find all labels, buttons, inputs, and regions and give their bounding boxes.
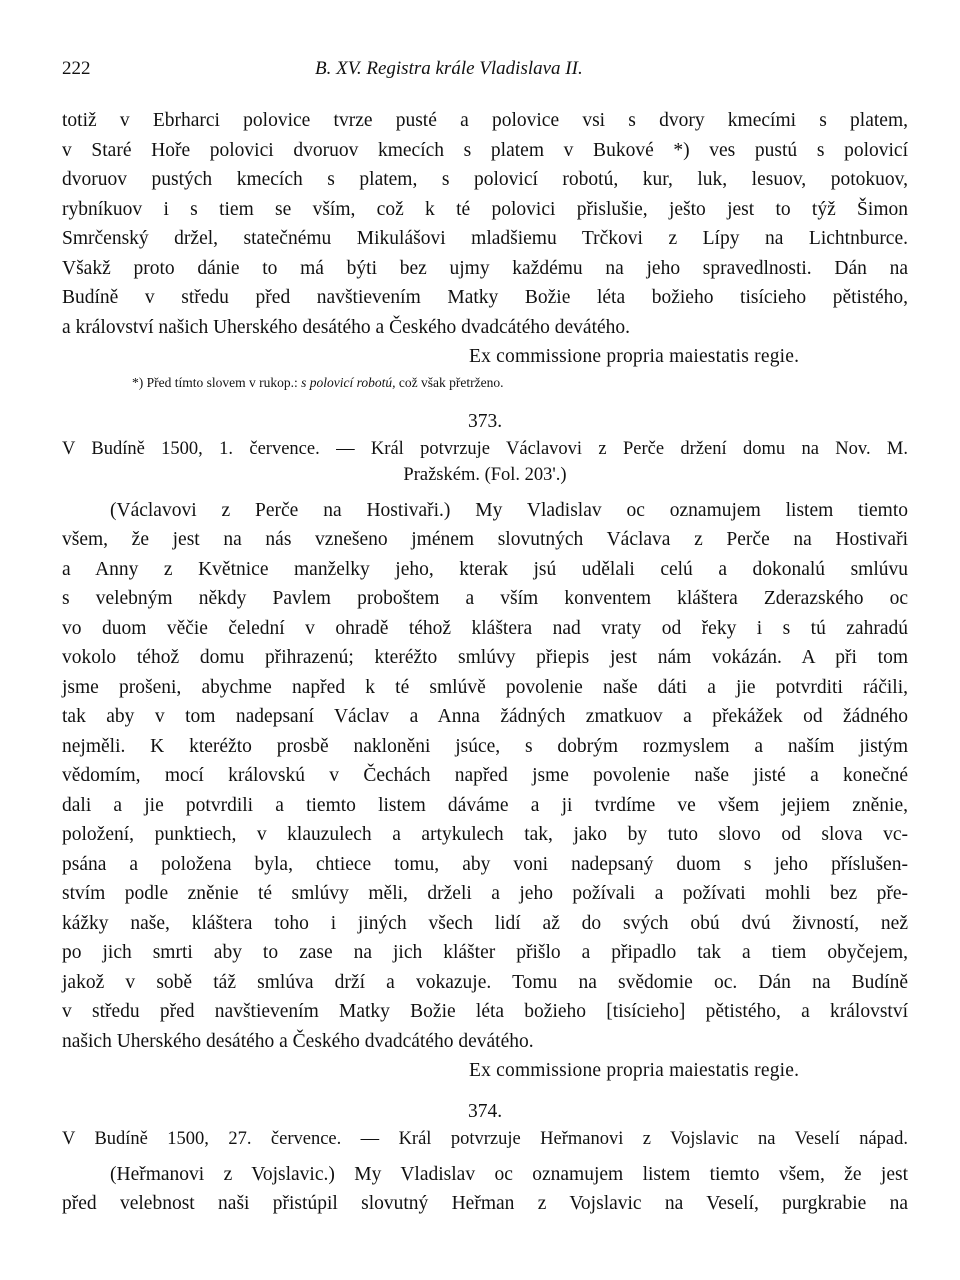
document-number: 374. (467, 1100, 503, 1122)
entry-374 (62, 1098, 908, 1219)
regest-line: Pražském. (Fol. 203'.) (403, 464, 567, 485)
text-line: všem, že jest na nás vznešeno jménem slovutných Václava z Perče na Hostivaři (62, 529, 908, 550)
text-line: (Heřmanovi z Vojslavic.) My Vladislav oc oznamujem listem tiemto všem, že jest (110, 1163, 908, 1185)
text-line: rybníkuov i s tiem se vším, což k té polovici přislušie, ješto jest to týž Šimon (62, 198, 908, 220)
regest-line: V Budíně 1500, 27. července. — Král potvrzuje Heřmanovi z Vojslavic na Veselí nápad. (62, 1128, 908, 1149)
text-line: s velebným někdy Pavlem proboštem a vším konventem kláštera Zderazského oc (62, 588, 908, 609)
text-line: před velebnost naši přistúpil slovutný Heřman z Vojslavic na Veselí, purgkrabie na (62, 1193, 908, 1214)
entry-372-continued (62, 106, 908, 394)
document-text (62, 496, 908, 1086)
text-line: po jich smrti aby to zase na jich klášter přišlo a připadlo tak a tiem obyčejem, (62, 942, 908, 963)
closing-formula: Ex commissione propria maiestatis regie. (469, 346, 800, 367)
text-line: a Anny z Květnice manželky jeho, kterak jsú udělali celú a dokonalú smlúvu (62, 558, 908, 580)
text-line: vokolo téhož domu přihrazenú; kteréžto smlúvy přiepis jest nám vokázán. A při tom (62, 647, 908, 668)
text-line: dali a jie potvrdili a tiemto listem dáváme a ji tvrdíme ve všem jejiem zněnie, (62, 794, 908, 816)
text-line: v Staré Hoře polovici dvoruov kmecích s platem v Bukové *) ves pustú s polovicí (62, 139, 908, 161)
text-line: dvoruov pustých kmecích s platem, s polovicí robotú, kur, luk, lesuov, potokuov, (62, 169, 908, 190)
text-line: našich Uherského desátého a Českého dvadcátého devátého. (62, 1030, 534, 1052)
text-line: vědomím, mocí královskú v Čechách napřed jsme povolenie naše jisté a konečné (62, 765, 908, 786)
regest-line: V Budíně 1500, 1. července. — Král potvrzuje Václavovi z Perče držení domu na Nov. M. (62, 438, 908, 459)
text-line: stvím podle zněnie té smlúvy měli, drželi a jeho požívali a požívati mohli bez pře- (62, 883, 908, 904)
text-line: Všakž proto dánie to má býti bez ujmy každému na jeho spravedlnosti. Dán na (62, 257, 908, 279)
text-line: v středu před navštievením Matky Božie léta božieho [tisícieho] pětistého, a království (62, 1001, 908, 1022)
text-line: kážky naše, kláštera toho i jiných všech lidí až do svých obú dvú živností, než (62, 912, 908, 934)
running-head: B. XV. Registra krále Vladislava II. (315, 58, 583, 79)
text-line: tak aby v tom nadepsaní Václav a Anna žádných zmatkuov a překážek od žádného (62, 706, 908, 727)
entry-373 (62, 408, 908, 1086)
text-line: a království našich Uherského desátého a Českého dvadcátého devátého. (62, 316, 631, 338)
text-line: nejměli. K kteréžto prosbě nakloněni jsúce, s dobrým rozmyslem a naším jistým (62, 735, 908, 757)
document-text (62, 1160, 908, 1219)
page-header (62, 58, 908, 88)
text-line: položení, punktiech, v klauzulech a artykulech tak, jako by tuto slovo od slova vc- (62, 824, 908, 845)
footnote-italic: s polovicí robotú, (301, 374, 396, 390)
closing-formula: Ex commissione propria maiestatis regie. (469, 1060, 800, 1081)
text-line: jakož v sobě táž smlúva drží a vokazuje. Tomu na svědomie oc. Dán na Budíně (62, 971, 908, 993)
footnote (62, 372, 908, 394)
text-line: Smrčenský držel, statečnému Mikulášovi mladšiemu Trčkovi z Lípy na Lichtnburce. (62, 228, 908, 249)
text-line: vo duom věčie čelední v ohradě téhož kláštera nad vraty od řeky i s tú zahradú (62, 617, 908, 639)
document-page (62, 58, 908, 1219)
page-number: 222 (62, 58, 91, 79)
document-number: 373. (467, 410, 503, 432)
footnote-prefix: *) Před tímto slovem v rukop.: (132, 374, 302, 390)
text-line: psána a položena byla, chtiece tomu, aby voni nadepsaný duom s jeho příslušen- (62, 853, 908, 875)
footnote-suffix: což však přetrženo. (395, 374, 504, 390)
text-line: jsme prošeni, abychme napřed k té smlúvě povolenie naše dáti a jie potvrditi ráčili, (62, 676, 908, 698)
text-line: (Václavovi z Perče na Hostivaři.) My Vladislav oc oznamujem listem tiemto (110, 499, 908, 521)
text-line: Budíně v středu před navštievením Matky Božie léta božieho tisícieho pětistého, (62, 287, 908, 308)
text-line: totiž v Ebrharci polovice tvrze pusté a polovice vsi s dvory kmecími s platem, (62, 110, 908, 131)
